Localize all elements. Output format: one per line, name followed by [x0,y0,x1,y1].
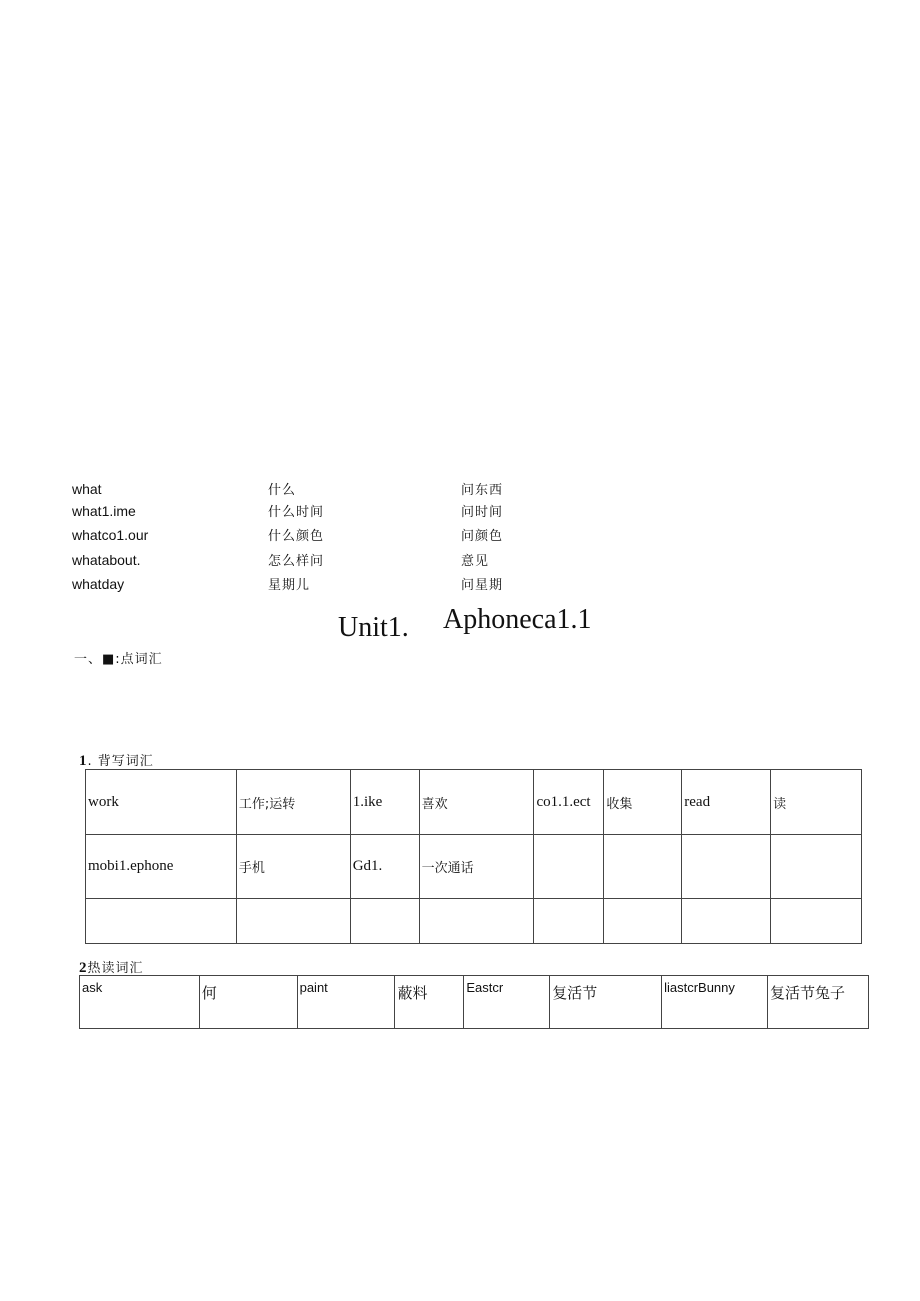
phrase-chinese: 什么颜色 [268,529,325,544]
table-cell: 手机 [236,835,350,899]
phrase-english: whatabout. [72,552,141,568]
table-cell: Eastcr [464,976,550,1029]
table-cell: 喜欢 [419,770,534,835]
table-cell [534,899,604,944]
unit-title-number: Unit1. [338,612,409,643]
table-row [86,835,862,899]
table-row [86,770,862,835]
phrase-usage: 问东西 [461,483,504,498]
phrase-usage: 问颜色 [461,529,504,544]
table-cell: paint [297,976,395,1029]
table-cell: 一次通话 [419,835,534,899]
table-cell: 蔽料 [395,976,464,1029]
phrase-english: what [72,481,102,497]
subsection-heading-read [79,957,144,977]
table-cell [682,835,771,899]
phrase-row [0,477,920,501]
table-cell [682,899,771,944]
subsection-title: . 背写词汇 [87,754,154,769]
subsection-number: 1 [79,753,88,769]
phrase-chinese: 什么时间 [268,505,325,520]
read-vocab-table [79,975,869,1029]
phrase-chinese: 怎么样问 [268,554,325,569]
phrase-usage: 问时间 [461,505,504,520]
table-cell: 何 [199,976,297,1029]
table-cell [236,899,350,944]
recite-vocab-table [85,769,862,944]
table-cell: co1.1.ect [534,770,604,835]
table-cell: 读 [771,770,862,835]
phrase-english: what1.ime [72,503,136,519]
table-cell [604,835,682,899]
table-cell [534,835,604,899]
table-cell: 复活节 [550,976,662,1029]
table-row [80,976,869,1029]
table-cell: liastcrBunny [662,976,768,1029]
table-cell: read [682,770,771,835]
unit-title-name: Aphoneca1.1 [443,604,592,635]
table-cell: work [86,770,237,835]
section-heading: 一、■:点词汇 [74,652,163,667]
phrase-english: whatco1.our [72,527,149,543]
table-cell: Gd1. [350,835,419,899]
phrase-row [0,499,920,523]
phrase-row [0,572,920,596]
phrase-usage: 问星期 [461,578,504,593]
phrase-english: whatday [72,576,125,592]
phrase-row [0,523,920,547]
phrase-chinese: 星期儿 [268,578,311,593]
table-cell: ask [80,976,200,1029]
table-cell: 工作;运转 [236,770,350,835]
table-cell [771,899,862,944]
table-cell [419,899,534,944]
subsection-heading-recite [79,750,154,770]
table-cell: 复活节兔子 [768,976,869,1029]
table-cell [604,899,682,944]
table-cell [771,835,862,899]
phrase-row [0,548,920,572]
table-cell: 收集 [604,770,682,835]
table-cell: 1.ike [350,770,419,835]
phrase-chinese: 什么 [268,483,297,498]
table-row [86,899,862,944]
subsection-title: 热读词汇 [87,961,144,976]
subsection-number: 2 [79,960,88,976]
table-cell [86,899,237,944]
table-cell [350,899,419,944]
phrase-usage: 意见 [461,554,490,569]
table-cell: mobi1.ephone [86,835,237,899]
